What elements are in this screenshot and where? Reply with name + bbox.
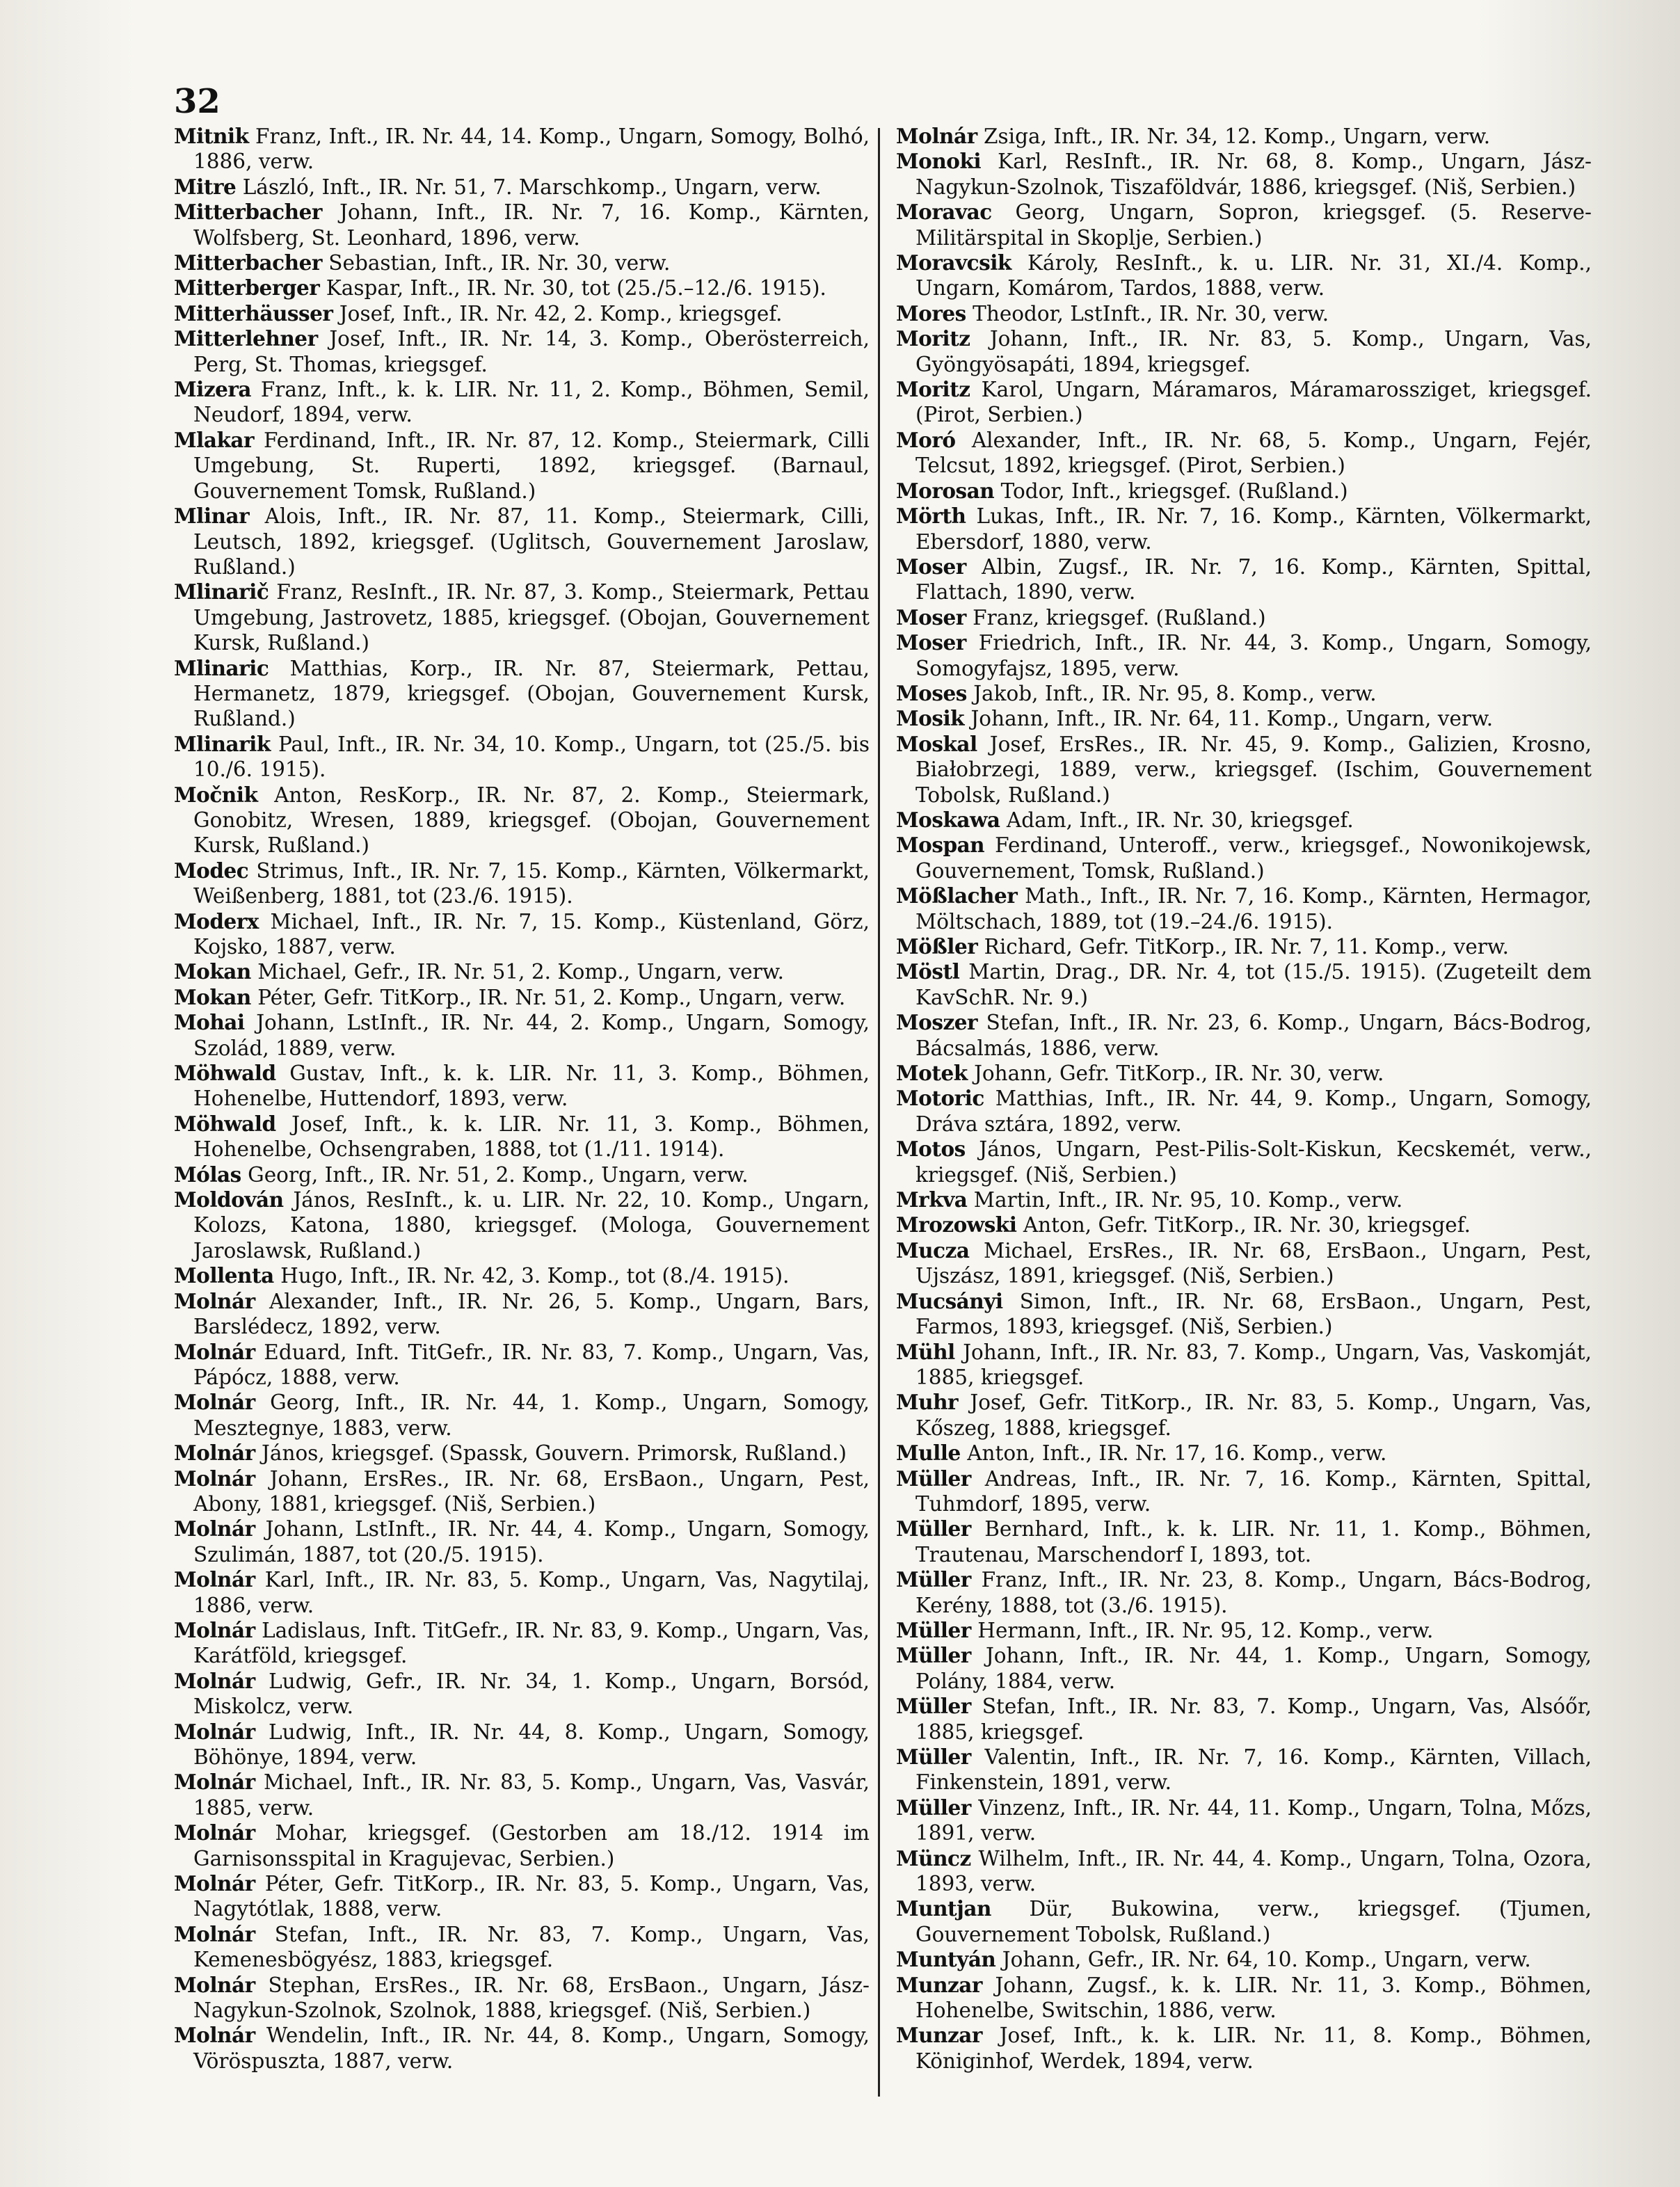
entry-surname: Molnár	[174, 1871, 255, 1896]
entry-surname: Mühl	[896, 1339, 955, 1364]
casualty-entry	[896, 808, 1592, 833]
entry-surname: Müncz	[896, 1845, 971, 1870]
entry-details: Gustav, Inft., k. k. LIR. Nr. 11, 3. Komp., Böhmen, Hohenelbe, Huttendorf, 1893, verw.	[193, 1062, 870, 1111]
entry-details: Matthias, Korp., IR. Nr. 87, Steiermark, Pettau, Hermanetz, 1879, kriegsgef. (Obojan, Gouvernement Kursk, Rußland.)	[193, 656, 870, 731]
casualty-entry	[174, 124, 870, 175]
entry-details: Todor, Inft., kriegsgef. (Rußland.)	[1000, 479, 1348, 503]
casualty-entry	[896, 681, 1592, 706]
left-column	[174, 124, 870, 2074]
entry-details: Karol, Ungarn, Máramaros, Máramarossziget, kriegsgef. (Pirot, Serbien.)	[915, 378, 1592, 427]
casualty-entry	[174, 2023, 870, 2074]
casualty-entry	[174, 1390, 870, 1441]
entry-details: Hermann, Inft., IR. Nr. 95, 12. Komp., verw.	[977, 1618, 1434, 1642]
entry-details: Vinzenz, Inft., IR. Nr. 44, 11. Komp., Ungarn, Tolna, Mőzs, 1891, verw.	[915, 1795, 1592, 1845]
entry-surname: Moravcsik	[896, 250, 1011, 275]
entry-details: Stephan, ErsRes., IR. Nr. 68, ErsBaon., Ungarn, Jász-Nagykun-Szolnok, Szolnok, 1888, kriegsgef. (Niš, Serbien.)	[193, 1973, 870, 2023]
entry-surname: Moritz	[896, 377, 970, 402]
entry-surname: Molnár	[174, 1668, 255, 1693]
entry-details: Michael, ErsRes., IR. Nr. 68, ErsBaon., Ungarn, Pest, Ujszász, 1891, kriegsgef. (Niš, Serbien.)	[915, 1238, 1592, 1288]
entry-surname: Müller	[896, 1643, 971, 1668]
entry-details: Sebastian, Inft., IR. Nr. 30, verw.	[328, 251, 671, 275]
entry-details: Simon, Inft., IR. Nr. 68, ErsBaon., Ungarn, Pest, Farmos, 1893, kriegsgef. (Niš, Serbien.)	[915, 1289, 1592, 1339]
casualty-entry	[896, 1289, 1592, 1340]
casualty-entry	[896, 630, 1592, 681]
casualty-entry	[174, 959, 870, 984]
entry-surname: Molnár	[174, 1339, 255, 1364]
right-column	[896, 124, 1592, 2074]
entry-surname: Mrkva	[896, 1187, 968, 1212]
casualty-entry	[174, 1187, 870, 1263]
entry-surname: Muntjan	[896, 1896, 991, 1921]
casualty-entry	[896, 1745, 1592, 1795]
casualty-entry	[896, 250, 1592, 301]
entry-details: Johann, Inft., IR. Nr. 64, 11. Komp., Ungarn, verw.	[970, 707, 1494, 731]
casualty-entry	[896, 934, 1592, 959]
entry-details: Karl, Inft., IR. Nr. 83, 5. Komp., Ungarn, Vas, Nagytilaj, 1886, verw.	[193, 1568, 870, 1617]
entry-surname: Molnár	[174, 1770, 255, 1795]
casualty-entry	[896, 479, 1592, 504]
entry-details: Johann, Inft., IR. Nr. 7, 16. Komp., Kärnten, Wolfsberg, St. Leonhard, 1896, verw.	[193, 200, 870, 250]
entry-surname: Müller	[896, 1694, 971, 1719]
entry-details: János, kriegsgef. (Spassk, Gouvern. Primorsk, Rußland.)	[262, 1441, 847, 1466]
casualty-entry	[896, 1137, 1592, 1187]
casualty-entry	[896, 1567, 1592, 1618]
entry-surname: Mollenta	[174, 1263, 274, 1288]
entry-surname: Mokan	[174, 959, 251, 984]
entry-surname: Molnár	[896, 124, 977, 148]
casualty-entry	[896, 1516, 1592, 1567]
entry-surname: Moses	[896, 680, 967, 705]
casualty-entry	[896, 883, 1592, 934]
entry-details: Strimus, Inft., IR. Nr. 7, 15. Komp., Kärnten, Völkermarkt, Weißenberg, 1881, tot (23./6. 1915).	[193, 858, 870, 908]
entry-surname: Molnár	[174, 1441, 255, 1466]
entry-details: Ferdinand, Inft., IR. Nr. 87, 12. Komp., Steiermark, Cilli Umgebung, St. Ruperti, 1892, kriegsgef. (Barnaul, Gouvernement Tomsk, Rußland.)	[193, 428, 870, 503]
entry-details: Eduard, Inft. TitGefr., IR. Nr. 83, 7. Komp., Ungarn, Vas, Pápócz, 1888, verw.	[193, 1340, 870, 1389]
entry-details: Dür, Bukowina, verw., kriegsgef. (Tjumen, Gouvernement Tobolsk, Rußland.)	[915, 1897, 1592, 1946]
casualty-entry	[174, 1162, 870, 1187]
casualty-entry	[174, 783, 870, 858]
entry-surname: Molnár	[174, 1288, 255, 1313]
entry-details: Georg, Ungarn, Sopron, kriegsgef. (5. Reserve-Militärspital in Skoplje, Serbien.)	[915, 200, 1592, 250]
casualty-entry	[174, 1340, 870, 1391]
casualty-entry	[896, 1212, 1592, 1237]
casualty-entry	[896, 1846, 1592, 1897]
entry-surname: Molnár	[174, 1390, 255, 1415]
entry-details: Franz, kriegsgef. (Rußland.)	[973, 605, 1266, 630]
casualty-entry	[896, 1340, 1592, 1391]
entry-surname: Mizera	[174, 377, 252, 402]
entry-surname: Mörth	[896, 504, 966, 529]
entry-details: Andreas, Inft., IR. Nr. 7, 16. Komp., Kärnten, Spittal, Tuhmdorf, 1895, verw.	[915, 1466, 1592, 1516]
entry-surname: Möhwald	[174, 1061, 276, 1086]
entry-details: Math., Inft., IR. Nr. 7, 16. Komp., Kärnten, Hermagor, Möltschach, 1889, tot (19.–24./6. 1915).	[915, 884, 1592, 934]
casualty-entry	[896, 1795, 1592, 1846]
entry-surname: Morosan	[896, 478, 995, 503]
casualty-entry	[174, 1441, 870, 1466]
entry-details: János, Ungarn, Pest-Pilis-Solt-Kiskun, Kecskemét, verw., kriegsgef. (Niš, Serbien.)	[915, 1137, 1592, 1187]
casualty-entry	[896, 959, 1592, 1010]
casualty-entry	[174, 377, 870, 428]
casualty-entry	[896, 1618, 1592, 1643]
entry-surname: Moszer	[896, 1010, 978, 1035]
entry-details: Péter, Gefr. TitKorp., IR. Nr. 83, 5. Komp., Ungarn, Vas, Nagytótlak, 1888, verw.	[193, 1872, 870, 1921]
entry-details: Johann, Inft., IR. Nr. 83, 7. Komp., Ungarn, Vas, Vaskomját, 1885, kriegsgef.	[915, 1340, 1592, 1389]
entry-surname: Moser	[896, 554, 966, 579]
entry-surname: Močnik	[174, 782, 258, 807]
entry-details: Franz, ResInft., IR. Nr. 87, 3. Komp., Steiermark, Pettau Umgebung, Jastrovetz, 1885, kriegsgef. (Obojan, Gouvernement Kursk, Rußland.)	[193, 580, 870, 655]
entry-details: Johann, LstInft., IR. Nr. 44, 2. Komp., Ungarn, Somogy, Szolád, 1889, verw.	[193, 1011, 870, 1060]
entry-details: Mohar, kriegsgef. (Gestorben am 18./12. 1914 im Garnisonsspital in Kragujevac, Serbien.)	[193, 1821, 870, 1870]
entry-details: Albin, Zugsf., IR. Nr. 7, 16. Komp., Kärnten, Spittal, Flattach, 1890, verw.	[915, 554, 1592, 604]
casualty-entry	[174, 1973, 870, 2024]
entry-details: Jakob, Inft., IR. Nr. 95, 8. Komp., verw.	[973, 681, 1377, 705]
casualty-entry	[896, 149, 1592, 200]
casualty-entry	[896, 428, 1592, 479]
casualty-entry	[896, 706, 1592, 731]
casualty-entry	[174, 275, 870, 301]
entry-details: Stefan, Inft., IR. Nr. 83, 7. Komp., Ungarn, Vas, Alsóőr, 1885, kriegsgef.	[915, 1695, 1592, 1744]
entry-surname: Muntyán	[896, 1947, 996, 1972]
entry-details: Josef, ErsRes., IR. Nr. 45, 9. Komp., Galizien, Krosno, Białobrzegi, 1889, verw., kriegsgef. (Ischim, Gouvernement Tobolsk, Rußland.)	[915, 732, 1592, 807]
entry-details: Johann, Gefr. TitKorp., IR. Nr. 30, verw.	[974, 1062, 1384, 1086]
casualty-entry	[896, 2023, 1592, 2074]
entry-details: Johann, Inft., IR. Nr. 44, 1. Komp., Ungarn, Somogy, Polány, 1884, verw.	[915, 1644, 1592, 1693]
casualty-entry	[896, 833, 1592, 883]
entry-details: Georg, Inft., IR. Nr. 44, 1. Komp., Ungarn, Somogy, Mesztegnye, 1883, verw.	[193, 1391, 870, 1440]
entry-details: Anton, ResKorp., IR. Nr. 87, 2. Komp., Steiermark, Gonobitz, Wresen, 1889, kriegsgef. (Obojan, Gouvernement Kursk, Rußland.)	[193, 783, 870, 858]
entry-details: Martin, Inft., IR. Nr. 95, 10. Komp., verw.	[973, 1188, 1403, 1212]
entry-surname: Mlinarik	[174, 731, 271, 756]
entry-details: Martin, Drag., DR. Nr. 4, tot (15./5. 1915). (Zugeteilt dem KavSchR. Nr. 9.)	[915, 960, 1592, 1009]
entry-details: Franz, Inft., k. k. LIR. Nr. 11, 2. Komp., Böhmen, Semil, Neudorf, 1894, verw.	[193, 378, 870, 427]
casualty-entry	[896, 326, 1592, 377]
entry-details: Matthias, Inft., IR. Nr. 44, 9. Komp., Ungarn, Somogy, Dráva sztára, 1892, verw.	[915, 1087, 1592, 1136]
entry-surname: Mlakar	[174, 427, 255, 452]
casualty-entry	[174, 1922, 870, 1973]
entry-details: Josef, Inft., IR. Nr. 42, 2. Komp., kriegsgef.	[339, 301, 783, 326]
casualty-entry	[174, 1289, 870, 1340]
entry-details: Franz, Inft., IR. Nr. 23, 8. Komp., Ungarn, Bács-Bodrog, Kerény, 1888, tot (3./6. 1915).	[915, 1568, 1592, 1617]
entry-details: Richard, Gefr. TitKorp., IR. Nr. 7, 11. Komp., verw.	[984, 935, 1510, 959]
entry-surname: Mitterbacher	[174, 250, 322, 275]
entry-details: Michael, Gefr., IR. Nr. 51, 2. Komp., Ungarn, verw.	[257, 960, 784, 984]
entry-surname: Müller	[896, 1617, 971, 1642]
casualty-entry	[174, 301, 870, 326]
entry-surname: Moritz	[896, 326, 970, 351]
casualty-entry	[174, 909, 870, 960]
entry-surname: Müller	[896, 1745, 971, 1769]
entry-surname: Mosik	[896, 706, 965, 731]
entry-surname: Mitterbacher	[174, 200, 322, 225]
entry-details: Josef, Inft., k. k. LIR. Nr. 11, 8. Komp., Böhmen, Königinhof, Werdek, 1894, verw.	[915, 2024, 1592, 2073]
casualty-entry	[174, 1770, 870, 1820]
casualty-entry	[174, 175, 870, 200]
entry-surname: Mólas	[174, 1162, 241, 1187]
casualty-entry	[174, 200, 870, 250]
casualty-entry	[896, 1896, 1592, 1947]
casualty-entry	[174, 1010, 870, 1061]
casualty-entry	[174, 1061, 870, 1112]
entry-surname: Mlinaric	[174, 655, 269, 680]
casualty-entry	[896, 1947, 1592, 1972]
entry-details: Johann, Gefr., IR. Nr. 64, 10. Komp., Ungarn, verw.	[1002, 1948, 1531, 1972]
entry-surname: Mucza	[896, 1237, 970, 1263]
entry-surname: Mores	[896, 301, 966, 326]
casualty-entry	[896, 504, 1592, 554]
entry-surname: Moskawa	[896, 807, 1000, 832]
entry-details: Károly, ResInft., k. u. LIR. Nr. 31, XI./4. Komp., Ungarn, Komárom, Tardos, 1888, verw.	[915, 251, 1592, 301]
entry-surname: Molnár	[174, 1820, 255, 1845]
entry-details: Valentin, Inft., IR. Nr. 7, 16. Komp., Kärnten, Villach, Finkenstein, 1891, verw.	[915, 1745, 1592, 1795]
casualty-entry	[896, 200, 1592, 250]
casualty-entry	[896, 554, 1592, 605]
entry-surname: Mitterhäusser	[174, 301, 333, 326]
entry-surname: Molnár	[174, 2023, 255, 2048]
entry-surname: Mitterberger	[174, 275, 320, 301]
entry-details: Josef, Gefr. TitKorp., IR. Nr. 83, 5. Komp., Ungarn, Vas, Kőszeg, 1888, kriegsgef.	[915, 1391, 1592, 1440]
entry-surname: Munzar	[896, 2023, 982, 2048]
entry-surname: Moldován	[174, 1187, 284, 1212]
column-divider	[878, 128, 880, 2097]
entry-surname: Mulle	[896, 1441, 961, 1466]
entry-details: Ladislaus, Inft. TitGefr., IR. Nr. 83, 9. Komp., Ungarn, Vas, Karátföld, kriegsgef.	[193, 1618, 870, 1668]
entry-surname: Moravac	[896, 200, 992, 225]
entry-details: Alexander, Inft., IR. Nr. 68, 5. Komp., Ungarn, Fejér, Telcsut, 1892, kriegsgef. (Pirot, Serbien.)	[915, 428, 1592, 478]
entry-surname: Molnár	[174, 1972, 255, 1997]
casualty-entry	[174, 656, 870, 732]
entry-details: Josef, Inft., IR. Nr. 14, 3. Komp., Oberösterreich, Perg, St. Thomas, kriegsgef.	[193, 327, 870, 376]
casualty-entry	[896, 732, 1592, 808]
entry-surname: Molnár	[174, 1617, 255, 1642]
entry-details: Theodor, LstInft., IR. Nr. 30, verw.	[973, 301, 1329, 326]
entry-surname: Molnár	[174, 1466, 255, 1491]
casualty-entry	[896, 124, 1592, 149]
entry-surname: Modec	[174, 858, 249, 883]
casualty-entry	[174, 579, 870, 655]
entry-details: Paul, Inft., IR. Nr. 34, 10. Komp., Ungarn, tot (25./5. bis 10./6. 1915).	[193, 732, 870, 782]
casualty-entry	[174, 858, 870, 909]
entry-surname: Mitterlehner	[174, 326, 318, 351]
entry-details: Johann, Inft., IR. Nr. 83, 5. Komp., Ungarn, Vas, Gyöngyösapáti, 1894, kriegsgef.	[915, 327, 1592, 376]
entry-details: Josef, Inft., k. k. LIR. Nr. 11, 3. Komp., Böhmen, Hohenelbe, Ochsengraben, 1888, tot (1./11. 1914).	[193, 1112, 870, 1162]
casualty-entry	[896, 1010, 1592, 1061]
entry-details: Anton, Inft., IR. Nr. 17, 16. Komp., verw.	[967, 1441, 1387, 1466]
entry-surname: Moskal	[896, 731, 977, 756]
entry-details: Johann, LstInft., IR. Nr. 44, 4. Komp., Ungarn, Somogy, Szulimán, 1887, tot (20./5. 1915).	[193, 1517, 870, 1567]
entry-surname: Moró	[896, 427, 956, 452]
entry-details: Stefan, Inft., IR. Nr. 23, 6. Komp., Ungarn, Bács-Bodrog, Bácsalmás, 1886, verw.	[915, 1011, 1592, 1060]
entry-surname: Motoric	[896, 1086, 984, 1111]
entry-surname: Moser	[896, 604, 966, 630]
entry-details: Franz, Inft., IR. Nr. 44, 14. Komp., Ungarn, Somogy, Bolhó, 1886, verw.	[193, 125, 870, 174]
entry-details: Stefan, Inft., IR. Nr. 83, 7. Komp., Ungarn, Vas, Kemenesbögyész, 1883, kriegsgef.	[193, 1922, 870, 1972]
entry-details: Johann, ErsRes., IR. Nr. 68, ErsBaon., Ungarn, Pest, Abony, 1881, kriegsgef. (Niš, Serbien.)	[193, 1466, 870, 1516]
entry-surname: Müller	[896, 1795, 971, 1820]
casualty-entry	[896, 301, 1592, 326]
casualty-entry	[174, 504, 870, 579]
casualty-entry	[896, 605, 1592, 630]
entry-surname: Müller	[896, 1516, 971, 1541]
entry-surname: Mößler	[896, 934, 978, 959]
entry-surname: Mucsányi	[896, 1288, 1003, 1313]
entry-details: Karl, ResInft., IR. Nr. 68, 8. Komp., Ungarn, Jász-Nagykun-Szolnok, Tiszaföldvár, 1886, kriegsgef. (Niš, Serbien.)	[915, 150, 1592, 199]
entry-surname: Motek	[896, 1061, 968, 1086]
entry-details: László, Inft., IR. Nr. 51, 7. Marschkomp., Ungarn, verw.	[242, 175, 822, 199]
entry-surname: Molnár	[174, 1719, 255, 1744]
casualty-entry	[896, 377, 1592, 428]
casualty-entry	[896, 1061, 1592, 1086]
entry-details: Friedrich, Inft., IR. Nr. 44, 3. Komp., Ungarn, Somogy, Somogyfajsz, 1895, verw.	[915, 631, 1592, 680]
entry-surname: Munzar	[896, 1972, 982, 1997]
casualty-entry	[174, 1820, 870, 1871]
casualty-entry	[174, 1720, 870, 1770]
casualty-entry	[174, 1567, 870, 1618]
entry-surname: Motos	[896, 1137, 966, 1162]
entry-surname: Molnár	[174, 1921, 255, 1946]
casualty-entry	[174, 1618, 870, 1669]
casualty-entry	[174, 985, 870, 1010]
entry-surname: Molnár	[174, 1567, 255, 1592]
entry-details: Alois, Inft., IR. Nr. 87, 11. Komp., Steiermark, Cilli, Leutsch, 1892, kriegsgef. (Uglitsch, Gouvernement Jaroslaw, Rußland.)	[193, 504, 870, 579]
entry-details: Kaspar, Inft., IR. Nr. 30, tot (25./5.–12./6. 1915).	[326, 276, 826, 301]
entry-surname: Mitre	[174, 174, 237, 199]
entry-surname: Müller	[896, 1567, 971, 1592]
entry-details: Ludwig, Gefr., IR. Nr. 34, 1. Komp., Ungarn, Borsód, Miskolcz, verw.	[193, 1669, 870, 1719]
casualty-entry	[174, 1263, 870, 1288]
entry-surname: Mrozowski	[896, 1212, 1017, 1237]
casualty-entry	[174, 1871, 870, 1922]
entry-details: Michael, Inft., IR. Nr. 83, 5. Komp., Ungarn, Vas, Vasvár, 1885, verw.	[193, 1770, 870, 1820]
casualty-entry	[174, 1466, 870, 1517]
casualty-entry	[896, 1694, 1592, 1745]
casualty-entry	[174, 250, 870, 275]
entry-surname: Möhwald	[174, 1111, 276, 1136]
casualty-entry	[174, 732, 870, 783]
entry-surname: Moderx	[174, 908, 259, 934]
entry-details: Ludwig, Inft., IR. Nr. 44, 8. Komp., Ungarn, Somogy, Böhönye, 1894, verw.	[193, 1720, 870, 1769]
casualty-entry	[896, 1643, 1592, 1694]
entry-surname: Molnár	[174, 1516, 255, 1541]
casualty-entry	[896, 1441, 1592, 1466]
entry-details: Bernhard, Inft., k. k. LIR. Nr. 11, 1. Komp., Böhmen, Trautenau, Marschendorf I, 1893, tot.	[915, 1517, 1592, 1567]
entry-details: Johann, Zugsf., k. k. LIR. Nr. 11, 3. Komp., Böhmen, Hohenelbe, Switschin, 1886, verw.	[915, 1973, 1592, 2023]
casualty-entry	[896, 1390, 1592, 1441]
entry-details: Zsiga, Inft., IR. Nr. 34, 12. Komp., Ungarn, verw.	[984, 125, 1491, 148]
entry-details: Wilhelm, Inft., IR. Nr. 44, 4. Komp., Ungarn, Tolna, Ozora, 1893, verw.	[915, 1846, 1592, 1896]
casualty-entry	[174, 326, 870, 377]
casualty-entry	[174, 1112, 870, 1162]
casualty-entry	[896, 1238, 1592, 1289]
page-number: 32	[174, 82, 221, 121]
entry-details: Alexander, Inft., IR. Nr. 26, 5. Komp., Ungarn, Bars, Barslédecz, 1892, verw.	[193, 1289, 870, 1339]
entry-details: Georg, Inft., IR. Nr. 51, 2. Komp., Ungarn, verw.	[248, 1162, 749, 1187]
entry-details: Hugo, Inft., IR. Nr. 42, 3. Komp., tot (8./4. 1915).	[280, 1264, 790, 1288]
casualty-entry	[896, 1466, 1592, 1517]
entry-surname: Mlinar	[174, 504, 250, 529]
entry-surname: Mospan	[896, 833, 985, 858]
casualty-entry	[896, 1086, 1592, 1137]
casualty-entry	[174, 428, 870, 504]
entry-surname: Mitnik	[174, 124, 249, 148]
entry-details: Lukas, Inft., IR. Nr. 7, 16. Komp., Kärnten, Völkermarkt, Ebersdorf, 1880, verw.	[915, 504, 1592, 554]
entry-surname: Mohai	[174, 1010, 245, 1035]
entry-details: Michael, Inft., IR. Nr. 7, 15. Komp., Küstenland, Görz, Kojsko, 1887, verw.	[193, 909, 870, 959]
entry-surname: Mokan	[174, 984, 251, 1009]
casualty-entry	[896, 1973, 1592, 2024]
entry-surname: Mößlacher	[896, 883, 1018, 908]
entry-details: Ferdinand, Unteroff., verw., kriegsgef., Nowonikojewsk, Gouvernement, Tomsk, Rußland.)	[915, 833, 1592, 883]
entry-details: Péter, Gefr. TitKorp., IR. Nr. 51, 2. Komp., Ungarn, verw.	[257, 985, 846, 1009]
casualty-entry	[174, 1669, 870, 1720]
entry-details: Anton, Gefr. TitKorp., IR. Nr. 30, kriegsgef.	[1023, 1213, 1471, 1237]
entry-details: Wendelin, Inft., IR. Nr. 44, 8. Komp., Ungarn, Somogy, Vöröspuszta, 1887, verw.	[193, 2024, 870, 2073]
entry-surname: Mlinarič	[174, 579, 269, 604]
entry-details: János, ResInft., k. u. LIR. Nr. 22, 10. Komp., Ungarn, Kolozs, Katona, 1880, kriegsgef. (Mologa, Gouvernement Jaroslawsk, Rußland.)	[193, 1188, 870, 1263]
entry-surname: Muhr	[896, 1390, 959, 1415]
entry-details: Adam, Inft., IR. Nr. 30, kriegsgef.	[1006, 808, 1354, 832]
entry-surname: Moser	[896, 630, 966, 655]
entry-surname: Möstl	[896, 959, 960, 984]
entry-surname: Müller	[896, 1466, 971, 1491]
casualty-entry	[174, 1516, 870, 1567]
entry-surname: Monoki	[896, 149, 982, 174]
casualty-entry	[896, 1187, 1592, 1212]
